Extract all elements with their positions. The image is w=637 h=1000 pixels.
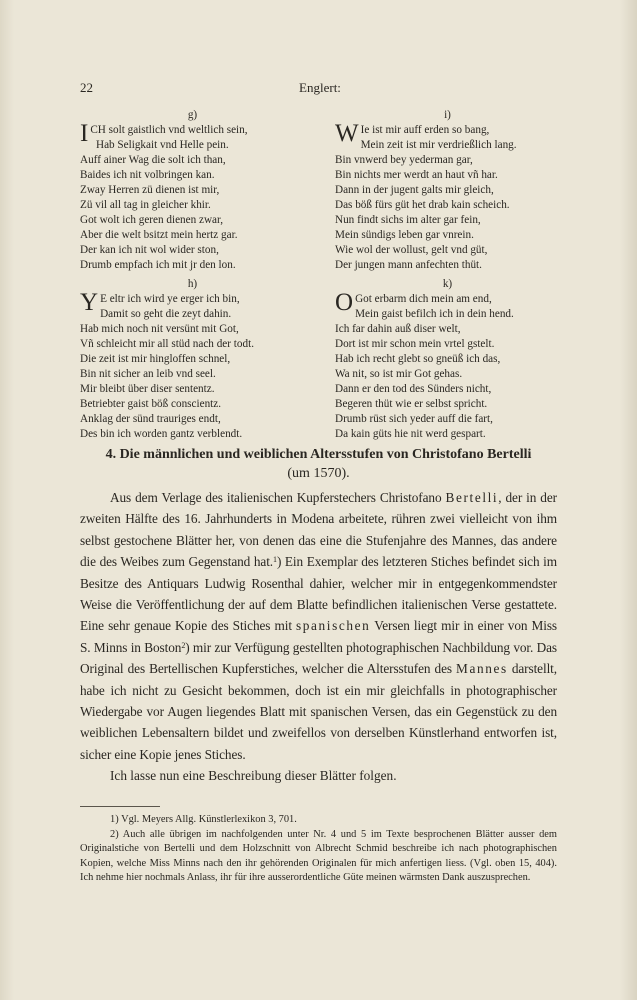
dropcap: W [335, 120, 359, 147]
verse-line: Begeren thüt wie er selbst spricht. [335, 398, 488, 410]
poem-letter: i) [444, 109, 451, 121]
section-title: 4. Die männlichen und weiblichen Altersstufen von Christofano Bertelli [105, 447, 532, 462]
verse-line: Da kain güts hie nit werd gespart. [335, 428, 486, 440]
verse-line: Mein sündigs leben gar vnrein. [335, 229, 474, 241]
verse-line: Nun findt sichs im alter gar fein, [335, 214, 481, 226]
verse-line: Bin vnwerd bey yederman gar, [335, 154, 473, 166]
poems [80, 108, 560, 442]
verse-line: Mein zeit ist mir verdrießlich lang. [360, 139, 517, 151]
verse-line: Zü vil all tag in gleicher khir. [80, 199, 211, 211]
poem-row-1 [80, 108, 560, 273]
dropcap: Y [80, 289, 99, 316]
verse-line: Bin nichts mer werdt an haut vñ har. [335, 169, 498, 181]
verse-line: Wa nit, so ist mir Got gehas. [335, 368, 463, 380]
body-paragraph: Ich lasse nun eine Beschreibung dieser Blätter folgen. [110, 768, 397, 784]
verse-line: Betriebter gaist böß conscientz. [80, 398, 222, 410]
body-paragraph: Aus dem Verlage des italienischen Kupferstechers Christofano Bertelli, der in der zweiten Hälfte des 16. Jahrhunderts in Modena arbeitete, rühren zwei vielleicht von ihm selbst gestochene Blätter her, von denen das eine die Stufenjahre des Mannes, das andere die des Weibes zum Gegenstand hat.$^1$) Ein Exemplar des letzteren Stiches befindet sich im Besitze des Antiquars Ludwig Rosenthal dahier, welcher mir in entgegenkommendster Weise die Veröffentlichung der auf dem Blatte befindlichen italienischen Verse gestattete. Eine sehr genaue Kopie des Stiches mit spanischen Versen liegt mir in einer von Miss S. Minns in Boston$^2$) mir zur Verfügung gestellten photographischen Nachbildung vor. Das Original des Bertellischen Kupferstiches, welcher die Altersstufen des Mannes darstellt, habe ich nicht zu Gesicht bekommen, doch ist ein mir gleichfalls in photographischer Wiedergabe vor Augen liegendes Blatt mit spanischen Versen, das ein Gegenstück zu den weiblichen Lebensaltern bildet und zweifellos von derselben Künstlerhand entworfen ist, sicher eine Kopie jenes Stiches. [80, 490, 558, 762]
footnote-ref[interactable]: 2 [181, 640, 186, 650]
verse-line: Drumb rüst sich yeder auff die fart, [335, 413, 493, 425]
verse-line: Anklag der sünd trauriges endt, [80, 413, 221, 425]
verse-line: Dann er den tod des Sünders nicht, [335, 383, 492, 395]
poem-letter: h) [187, 278, 198, 290]
verse-line: Des bin ich worden gantz verblendt. [80, 428, 243, 440]
verse-line: Damit so geht die zeyt dahin. [100, 308, 232, 320]
verse-line: Die zeit ist mir hingloffen schnel, [80, 353, 231, 365]
page-number: 22 [80, 80, 93, 95]
poem-g [80, 108, 305, 273]
poem-h [80, 277, 305, 442]
verse-line: Vñ schleicht mir all stüd nach der todt. [80, 338, 254, 350]
verse-line: Hab Seligkait vnd Helle pein. [96, 139, 229, 151]
verse-line: Baides ich nit volbringen kan. [80, 169, 215, 181]
verse-line: Ie ist mir auff erden so bang, [360, 124, 490, 136]
verse-line: Dann in der jugent galts mir gleich, [335, 184, 494, 196]
footnote-divider [80, 806, 160, 807]
verse-line: Bin nit sicher an leib vnd seel. [80, 368, 216, 380]
verse-line: Wie wol der wollust, gelt vnd güt, [335, 244, 488, 256]
verse-line: Ich far dahin auß diser welt, [335, 323, 461, 335]
verse-line: Got wolt ich geren dienen zwar, [80, 214, 224, 226]
poem-i [335, 108, 560, 273]
verse-line: Mir bleibt über diser sententz. [80, 383, 215, 395]
dropcap: O [335, 289, 354, 316]
poem-letter: g) [187, 109, 198, 121]
poem-letter: k) [442, 278, 453, 290]
verse-line: Der jungen mann anfechten thüt. [335, 259, 482, 271]
verse-line: Auff ainer Wag die solt ich than, [80, 154, 226, 166]
footnote: 2) Auch alle übrigen im nachfolgenden unter Nr. 4 und 5 im Texte besprochenen Blätter ausser dem Originalstiche von Bertelli und dem Holzschnitt von Albrecht Schmid beschreibe ich nach photographischen Kopien, welche Miss Minns nach den ihr gehörenden Originalen für mich anfertigen liess. (Vgl. oben 15, 404). Ich nehme hier nochmals Anlass, ihr für ihre ausserordentliche Güte meinen wärmsten Dank auszusprechen. [80, 828, 557, 884]
footnote-ref[interactable]: 1 [273, 555, 277, 565]
dropcap: I [80, 120, 89, 147]
section-subtitle: (um 1570). [287, 466, 350, 481]
verse-line: CH solt gaistlich vnd weltlich sein, [90, 124, 248, 136]
verse-line: Hab ich recht glebt so gneüß ich das, [335, 353, 501, 365]
page-header [80, 80, 560, 100]
verse-line: Zway Herren zü dienen ist mir, [80, 184, 220, 196]
verse-line: Mein gaist befilch ich in dein hend. [355, 308, 514, 320]
verse-line: Drumb empfach ich mit jr den lon. [80, 259, 236, 271]
verse-line: Der kan ich nit wol wider ston, [80, 244, 219, 256]
footnotes [80, 813, 557, 886]
poem-row-2 [80, 277, 560, 442]
verse-line: Dort ist mir schon mein vrtel gstelt. [335, 338, 495, 350]
verse-line: Aber die welt bsitzt mein hertz gar. [80, 229, 238, 241]
verse-line: E eltr ich wird ye erger ich bin, [100, 293, 240, 305]
verse-line: Got erbarm dich mein am end, [355, 293, 492, 305]
footnote: 1) Vgl. Meyers Allg. Künstlerlexikon 3, 701. [110, 814, 297, 825]
running-title: Englert: [299, 80, 341, 95]
poem-k [335, 277, 560, 442]
verse-line: Hab mich noch nit versünt mit Got, [80, 323, 239, 335]
verse-line: Das böß fürs güt het drab kain scheich. [335, 199, 510, 211]
section [80, 446, 557, 787]
